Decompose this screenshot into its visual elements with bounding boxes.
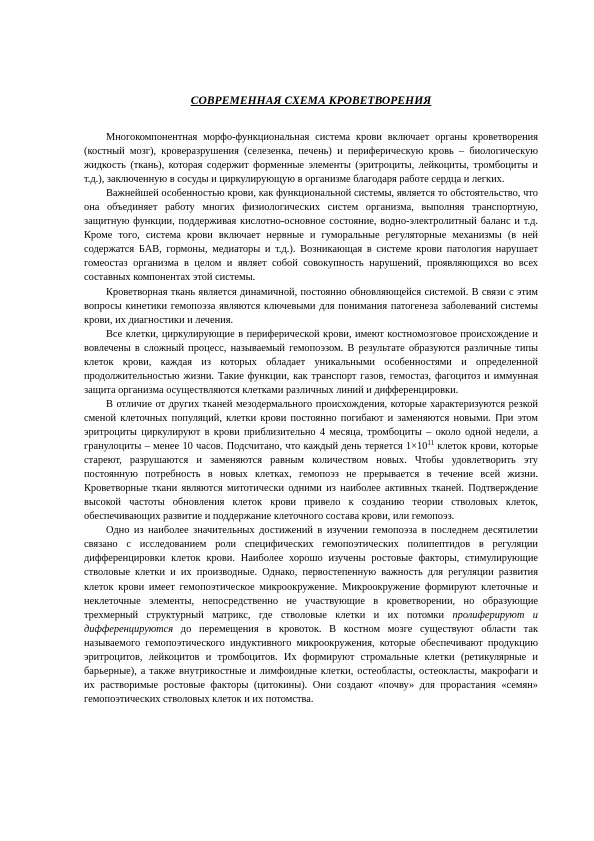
document-body <box>84 131 538 707</box>
paragraph-2: Важнейшей особенностью крови, как функциональной системы, является то обстоятельство, что она объединяет работу многих физиологических систем организма, выполняя транспортную, защитную функции, поддерживая кислотно-основное состояние, водно-электролитный баланс и т.д. Кроме того, система крови включает нервные и гуморальные регуляторные механизмы (в ней содержатся БАВ, гормоны, медиаторы и т.д.). Возникающая в системе крови патология нарушает гомеостаз организма в целом и являет собой совокупность нарушений, проявляющихся во всех составных компонентах этой системы. <box>84 188 538 284</box>
italic-phrase: пролиферируют и дифференцируются <box>84 609 538 635</box>
paragraph-4: Все клетки, циркулирующие в периферической крови, имеют костномозговое происхождение и вовлечены в сложный процесс, называемый гемопоэзом. В результате образуются различные типы клеток крови, каждая из которых обладает уникальными особенностями и определенной продолжительностью жизни. Такие функции, как транспорт газов, гемостаз, фагоцитоз и иммунная защита организма осуществляются клетками различных линий и дифференцировки. <box>84 328 538 396</box>
paragraph-5-text-after: клеток крови, которые стареют, разрушаются и заменяются равным количеством новых. Чтобы удовлетворить эту постоянную потребность в новых клетках, гемопоэз не прерывается в течение всей жизни. Кроветворные ткани являются митотически одними из наиболее активных тканей. Подтверждение высокой частоты обновления клеток крови привело к созданию теории стволовых клеток, обеспечивающих развитие и поддержание клеточного состава крови, или гемопоэз. <box>84 441 538 523</box>
paragraph-6-text-after: до перемещения в кровоток. В костном мозге существуют области так называемого гемопоэтического индуктивного микроокружения, которые обеспечивают продукцию эритроцитов, лейкоцитов и тромбоцитов. Их формируют стромальные клетки (ретикулярные и барьерные), а также внутрикостные и лимфоидные клетки, остеобласты, остеокласты, макрофаги и их растворимые ростовые факторы (цитокины). Они создают «почву» для прорастания «семян» гемопоэтических стволовых клеток и их потомства. <box>84 623 538 705</box>
paragraph-5-text-before: В отличие от других тканей мезодермального происхождения, которые характеризуются резкой сменой клеточных популяций, клетки крови постоянно погибают и заменяются новыми. При этом эритроциты циркулируют в крови приблизительно 4 месяца, тромбоциты – около одной недели, а гранулоциты – менее 10 часов. Подсчитано, что каждый день теряется 1×10 <box>84 398 538 453</box>
paragraph-5 <box>84 398 538 524</box>
paragraph-6 <box>84 524 538 707</box>
document-title: СОВРЕМЕННАЯ СХЕМА КРОВЕТВОРЕНИЯ <box>190 95 432 107</box>
exponent: 11 <box>427 439 435 448</box>
paragraph-6-text-before: Одно из наиболее значительных достижений в изучении гемопоэза в последнем десятилетии связано с исследованием роли специфических гемопоэтических полипептидов в регуляции дифференцировки клеток крови. Наиболее хорошо изучены ростовые факторы, стимулирующие стволовые клетки и их производные. Однако, первостепенную важность для регуляции развития клеток крови имеет гемопоэтическое микроокружение. Микроокружение формируют клеточные и неклеточные элементы, непосредственно не участвующие в кроветворении, но образующие трехмерный структурный матрикс, где стволовые клетки и их потомки <box>84 525 538 621</box>
paragraph-1: Многокомпонентная морфо-функциональная система крови включает органы кроветворения (костный мозг), кроверазрушения (селезенка, печень) и периферическую кровь – биологическую жидкость (ткань), которая содержит форменные элементы (эритроциты, лейкоциты, тромбоциты и т.д.), заключенную в сосуды и циркулирующую в организме благодаря работе сердца и легких. <box>84 132 538 186</box>
paragraph-3: Кроветворная ткань является динамичной, постоянно обновляющейся системой. В связи с этим вопросы кинетики гемопоэза являются ключевыми для понимания патогенеза заболеваний системы крови, их диагностики и лечения. <box>84 286 538 326</box>
